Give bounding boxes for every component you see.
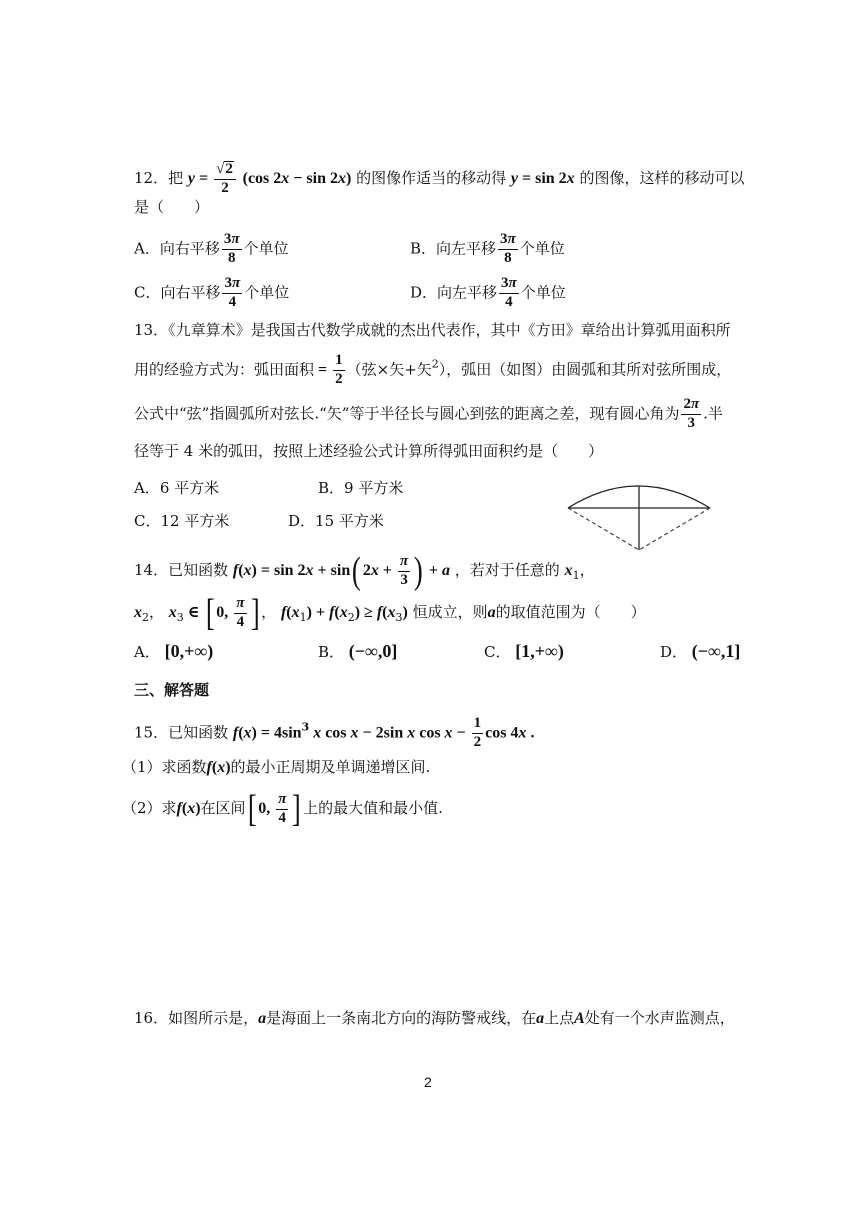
q12-line2: 是（ ） [134, 198, 210, 216]
q12-option-a: A．向右平移 $\frac{3\pi}{8}$ 个单位 [134, 231, 289, 266]
arc-field-figure [560, 472, 720, 556]
q14-option-b: B． (−∞,0] [318, 641, 398, 661]
q13-line4: 径等于 4 米的弧田，按照上述经验公式计算所得弧田面积约是（ ） [134, 442, 604, 460]
q14-option-a: A． [0,+∞) [134, 641, 214, 661]
q14-line1: 14．已知函数 f(x) = sin 2x + sin( 2x + $\frac{\pi}{3}$ ) + a ，若对于任意的 $x_1$， [134, 550, 595, 592]
q12-line1: 12．把 y = $\frac{√2}{2}$ (cos 2x − sin 2x) 的图像作适当的移动得 y = sin 2x 的图像，这样的移动可以 [134, 161, 745, 196]
q14-option-d: D． (−∞,1] [660, 641, 741, 661]
q15-part2: （2）求f(x)在区间[ 0, $\frac{\pi}{4}$ ] 上的最大值和最小值. [122, 788, 443, 830]
q13-line1: 13．《九章算术》是我国古代数学成就的杰出代表作，其中《方田》章给出计算弧用面积所 [134, 321, 731, 339]
q12-option-d: D．向左平移 $\frac{3\pi}{4}$ 个单位 [410, 275, 566, 310]
section-heading: 三、解答题 [134, 681, 210, 699]
q13-option-d: D．15 平方米 [288, 512, 384, 530]
q12-prefix: 12．把 [134, 168, 184, 187]
q13-option-a: A．6 平方米 [134, 479, 220, 497]
q12-middle: 的图像作适当的移动得 [356, 168, 507, 187]
q12-suffix: 的图像，这样的移动可以 [579, 168, 745, 187]
q16-line1: 16．如图所示是，a是海面上一条南北方向的海防警戒线，在a上点A处有一个水声监测点， [134, 1009, 735, 1027]
q14-option-c: C． [1,+∞) [484, 641, 564, 661]
q12-option-c: C．向右平移 $\frac{3\pi}{4}$ 个单位 [134, 275, 290, 310]
q15-part1: （1）求函数f(x)的最小正周期及单调递增区间. [122, 758, 431, 776]
q12-option-b: B．向左平移 $\frac{3\pi}{8}$ 个单位 [410, 231, 565, 266]
q13-line2: 用的经验方式为：弧田面积 = $\frac{1}{2}$ （弦×矢+矢$^2$），弧田（如图）由圆弧和其所对弦所围成， [134, 352, 732, 387]
q15-line1: 15．已知函数 $f(x) = 4\sin^3$ x cos x − 2sin x cos x − $\frac{1}{2}$ cos 4x . [134, 715, 535, 750]
q13-option-c: C．12 平方米 [134, 512, 230, 530]
q14-line2: $x_2$， $x_3$ ∈ [ 0, $\frac{\pi}{4}$ ] ， $f(x_1) + f(x_2) \ge f(x_3)$ 恒成立，则a的取值范围为（ ） [134, 592, 646, 634]
q13-option-b: B．9 平方米 [318, 479, 404, 497]
q13-line3: 公式中“弦”指圆弧所对弦长.“矢”等于半径长与圆心到弦的距离之差，现有圆心角为 $\frac{2\pi}{3}$ .半 [134, 396, 723, 431]
page-number: 2 [424, 1074, 432, 1090]
